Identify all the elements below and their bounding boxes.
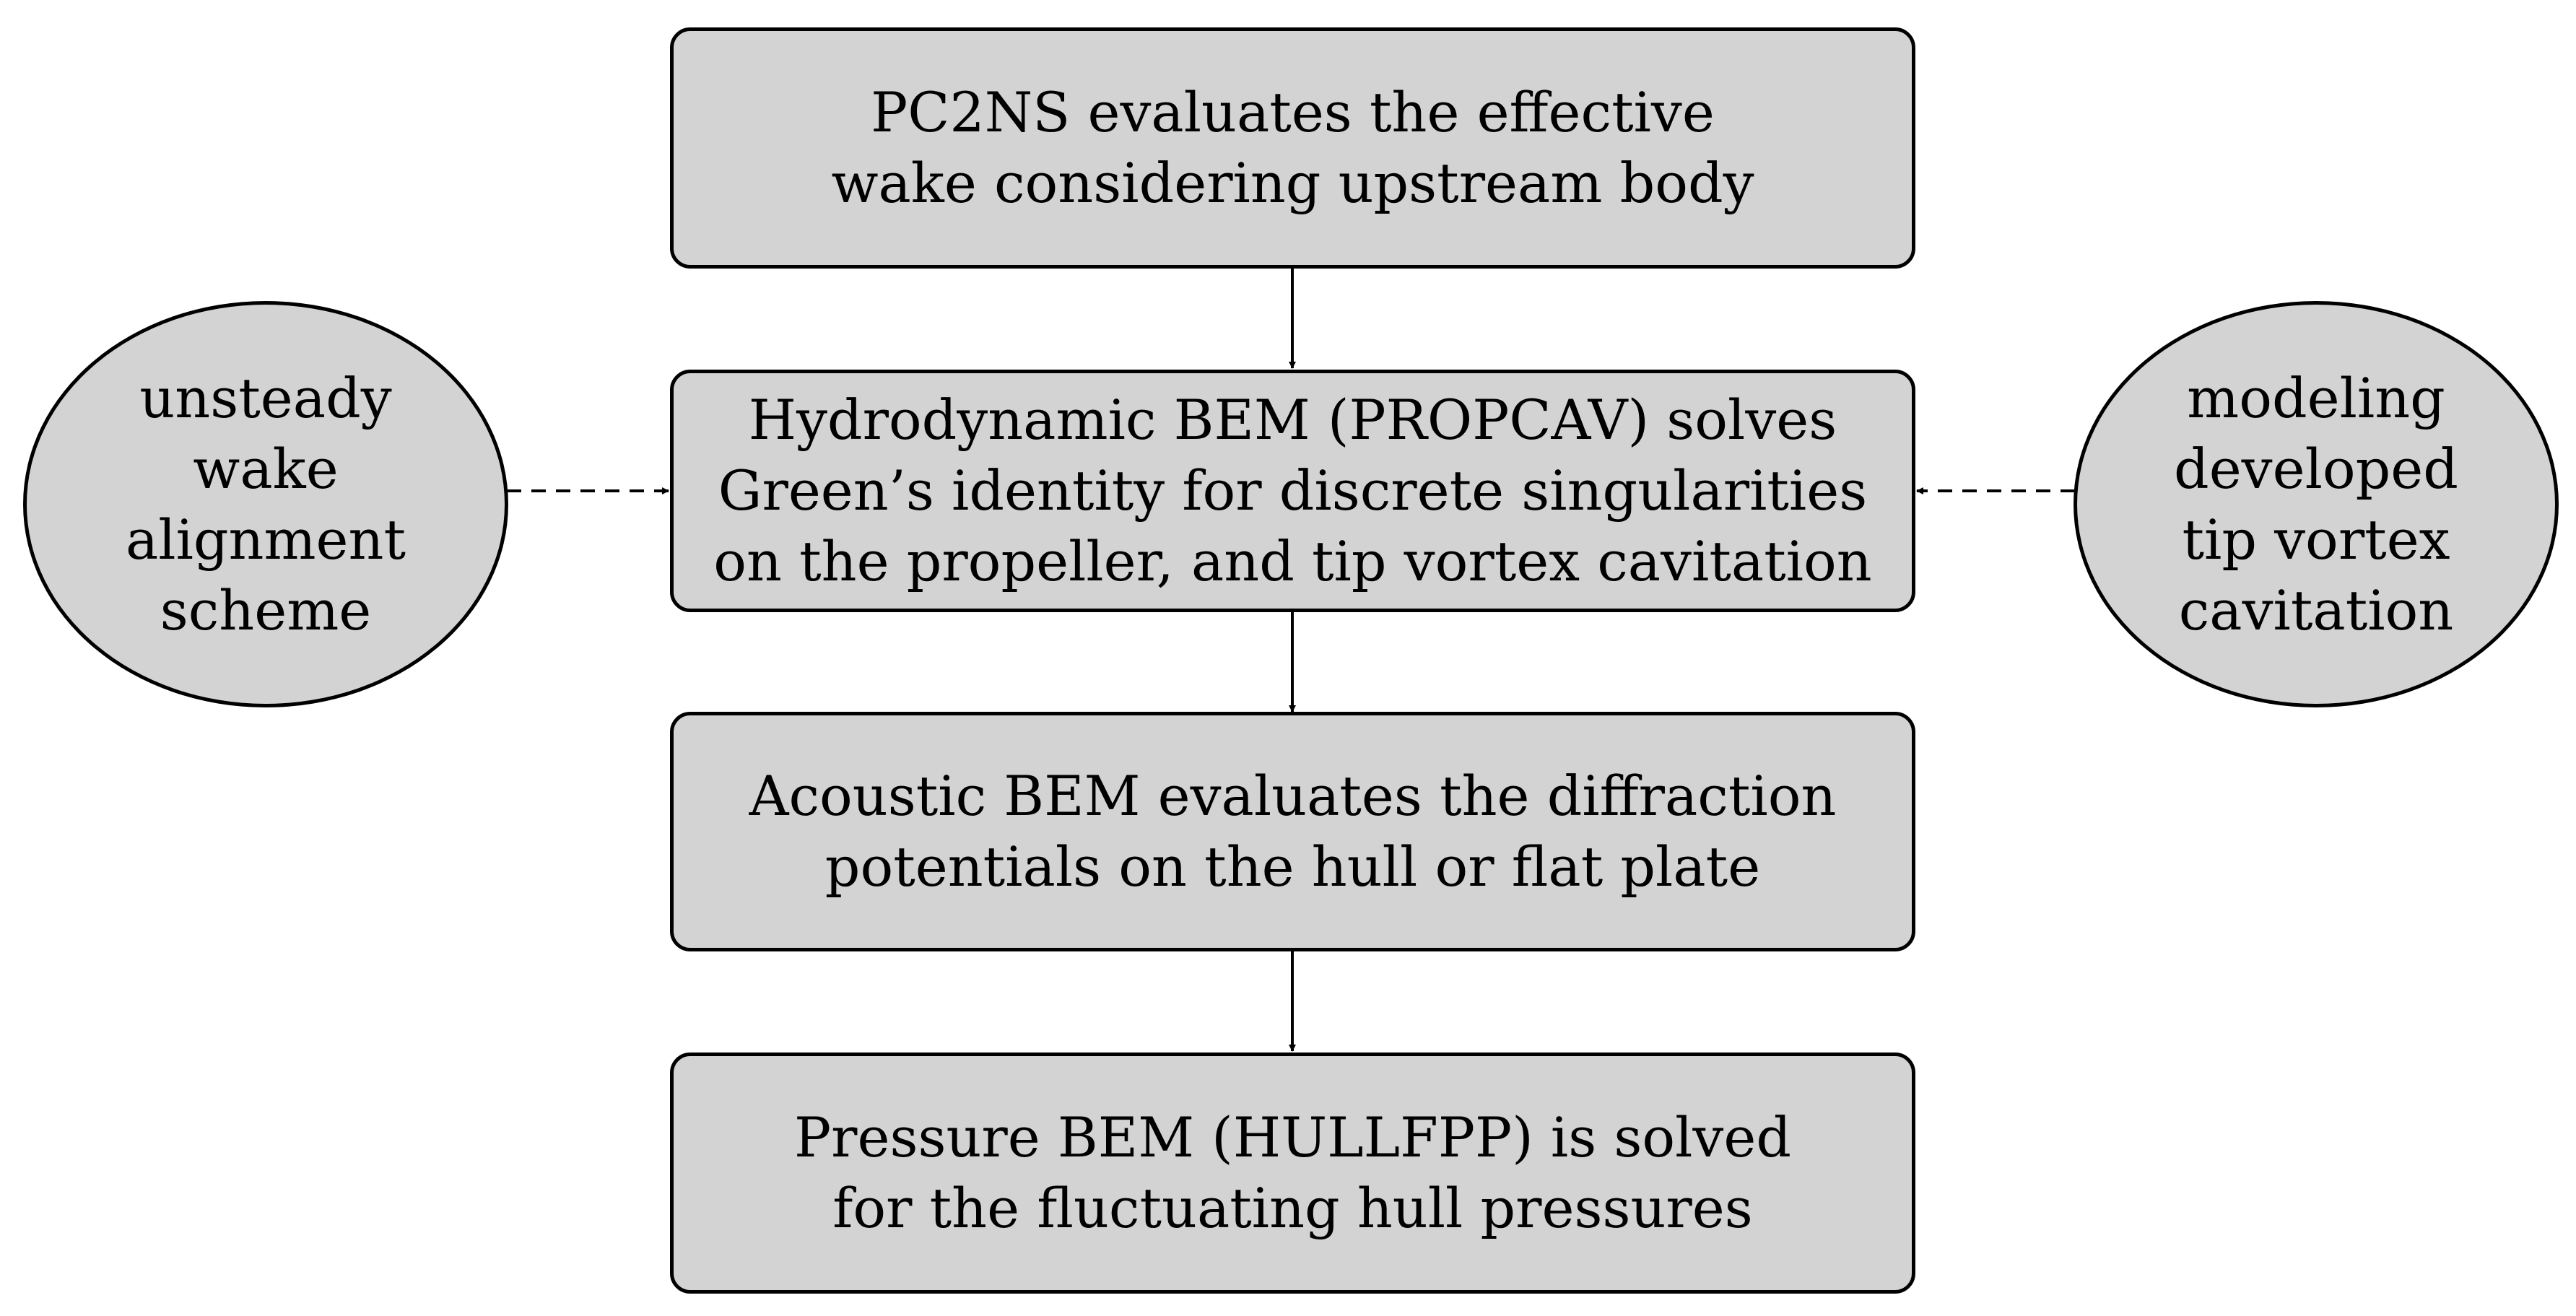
left-input-ellipse (23, 301, 508, 707)
step-1-line-1: PC2NS evaluates the effective (871, 80, 1715, 144)
step-3-line-2: potentials on the hull or flat plate (824, 835, 1761, 899)
step-2-box (670, 370, 1915, 612)
step-3-line-1: Acoustic BEM evaluates the diffraction (749, 764, 1837, 828)
step-4-box (670, 1053, 1915, 1294)
right-input-line-1: modeling (2187, 365, 2445, 430)
step-4-line-1: Pressure BEM (HULLFPP) is solved (794, 1105, 1791, 1169)
step-2-line-2: Green’s identity for discrete singularities (718, 458, 1868, 523)
step-2-line-3: on the propeller, and tip vortex cavitation (713, 529, 1872, 593)
step-3-box (670, 712, 1915, 951)
left-input-line-3: alignment (125, 507, 406, 572)
step-2-line-1: Hydrodynamic BEM (PROPCAV) solves (748, 388, 1837, 452)
right-input-line-4: cavitation (2178, 578, 2454, 642)
step-1-line-2: wake considering upstream body (831, 151, 1754, 215)
left-input-line-4: scheme (160, 578, 372, 642)
step-4-line-2: for the fluctuating hull pressures (832, 1176, 1753, 1240)
left-input-line-2: wake (193, 436, 339, 501)
step-1-box (670, 27, 1915, 269)
right-input-line-2: developed (2174, 436, 2458, 501)
left-input-line-1: unsteady (139, 365, 392, 430)
right-input-ellipse (2074, 301, 2559, 707)
right-input-line-3: tip vortex (2182, 507, 2450, 572)
